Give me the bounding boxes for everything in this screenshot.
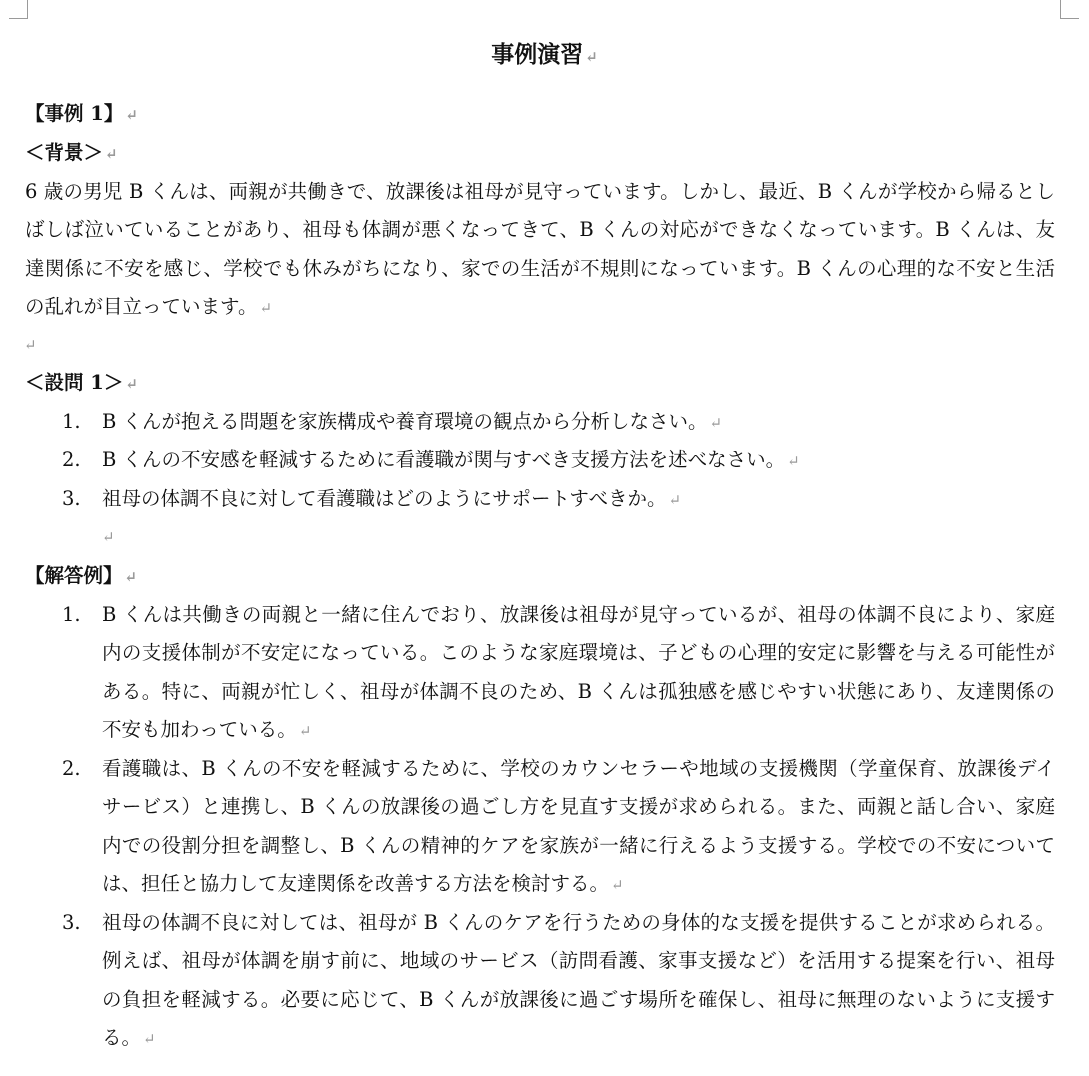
answer-item[interactable]: 2. 看護職は、B くんの不安を軽減するために、学校のカウンセラーや地域の支援機関（学童保育、放課後デイサービス）と連携し、B くんの放課後の過ごし方を見直す支援が求められる。また、両親と話し合い、家庭内での役割分担を調整し、B くんの精神的ケアを家族が一緒に行えるよう支援する。学校での不安については、担任と協力して友達関係を改善する方法を検討する。 ↵: [62, 757, 1055, 896]
answer-item[interactable]: 3. 祖母の体調不良に対しては、祖母が B くんのケアを行うための身体的な支援を提供することが求められる。例えば、祖母が体調を崩す前に、地域のサービス（訪問看護、家事支援など）を活用する提案を行い、祖母の負担を軽減する。必要に応じて、B くんが放課後に過ごす場所を確保し、祖母に無理のないように支援する。 ↵: [62, 911, 1055, 1050]
background-heading[interactable]: ＜背景＞ ↵: [25, 141, 118, 164]
case-heading[interactable]: 【事例 1】 ↵: [25, 102, 138, 125]
question-item[interactable]: 1. B くんが抱える問題を家族構成や養育環境の観点から分析しなさい。 ↵: [62, 410, 723, 433]
paragraph-mark-icon: ↵: [259, 299, 273, 318]
paragraph-mark-icon: ↵: [124, 568, 138, 586]
paragraph-mark-icon: ↵: [668, 491, 682, 509]
paragraph-mark-icon: ↵: [787, 452, 800, 470]
answer-item[interactable]: 1. B くんは共働きの両親と一緒に住んでおり、放課後は祖母が見守っているが、祖母の体調不良により、家庭内の支援体制が不安定になっている。このような家庭環境は、子どもの心理的安定に影響を与える可能性がある。特に、両親が忙しく、祖母が体調不良のため、B くんは孤独感を感じやすい状態にあり、友達関係の不安も加わっている。 ↵: [62, 603, 1055, 742]
corner-crop-mark-top-left: [9, 0, 28, 19]
paragraph-mark-icon: ↵: [125, 106, 138, 124]
question-item[interactable]: 2. B くんの不安感を軽減するために看護職が関与すべき支援方法を述べなさい。 ↵: [62, 448, 800, 471]
answer-heading[interactable]: 【解答例】 ↵: [25, 564, 138, 587]
empty-paragraph-mark-icon: ↵: [102, 528, 115, 546]
paragraph-mark-icon: ↵: [709, 414, 723, 432]
paragraph-mark-icon: ↵: [298, 722, 312, 741]
paragraph-mark-icon: ↵: [585, 48, 598, 66]
paragraph-mark-icon: ↵: [143, 1030, 156, 1049]
paragraph-mark-icon: ↵: [125, 375, 138, 393]
question-item[interactable]: 3. 祖母の体調不良に対して看護職はどのようにサポートすべきか。 ↵: [62, 487, 682, 510]
document-title[interactable]: 事例演習 ↵: [491, 41, 598, 68]
corner-crop-mark-top-right: [1060, 0, 1079, 19]
paragraph-mark-icon: ↵: [105, 145, 118, 163]
background-paragraph[interactable]: 6 歳の男児 B くんは、両親が共働きで、放課後は祖母が見守っています。しかし、最近、B くんが学校から帰るとしばしば泣いていることがあり、祖母も体調が悪くなってきて、B くんの対応ができなくなっています。B くんは、友達関係に不安を感じ、学校でも休みがちになり、家での生活が不規則になっています。B くんの心理的な不安と生活の乱れが目立っています。 ↵: [25, 180, 1055, 319]
question-heading[interactable]: ＜設問 1＞ ↵: [25, 371, 138, 394]
empty-paragraph-mark-icon: ↵: [24, 336, 37, 354]
paragraph-mark-icon: ↵: [611, 876, 624, 895]
